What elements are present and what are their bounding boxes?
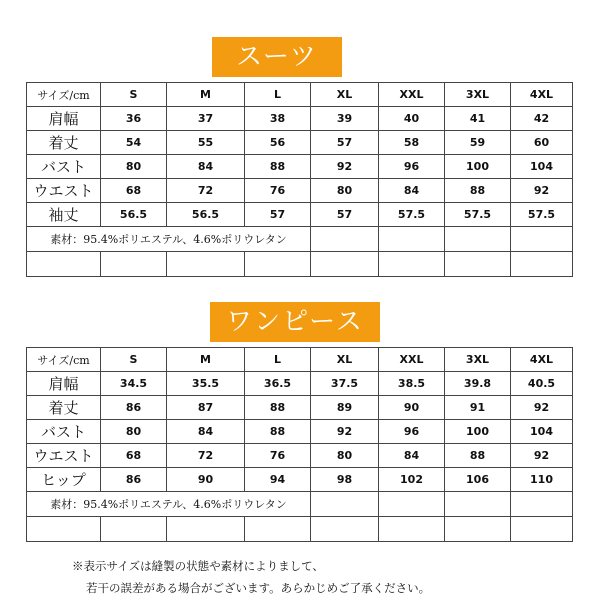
empty-cell [379, 252, 445, 277]
table-cell: 92 [311, 420, 379, 444]
table-row [27, 372, 573, 396]
table-cell: 34.5 [101, 372, 167, 396]
table-cell: 72 [167, 444, 245, 468]
size-column-header: S [101, 348, 167, 372]
table-cell: 104 [511, 420, 573, 444]
table-cell: 96 [379, 155, 445, 179]
table-cell: 90 [167, 468, 245, 492]
table-cell: 86 [101, 396, 167, 420]
table-cell: 98 [311, 468, 379, 492]
material-row [27, 227, 573, 252]
empty-cell [445, 517, 511, 542]
suit-size-table [26, 82, 573, 277]
empty-cell [445, 492, 511, 517]
table-cell: 88 [445, 444, 511, 468]
table-cell: 39 [311, 107, 379, 131]
table-cell: 38.5 [379, 372, 445, 396]
row-label: バスト [27, 420, 101, 444]
table-cell: 36.5 [245, 372, 311, 396]
empty-row [27, 517, 573, 542]
empty-cell [311, 252, 379, 277]
row-label: 肩幅 [27, 372, 101, 396]
table-cell: 68 [101, 444, 167, 468]
size-header-label: サイズ/cm [27, 348, 101, 372]
table-cell: 92 [311, 155, 379, 179]
empty-cell [511, 227, 573, 252]
material-row [27, 492, 573, 517]
table-cell: 92 [511, 444, 573, 468]
table-cell: 57.5 [511, 203, 573, 227]
table-cell: 80 [101, 155, 167, 179]
empty-cell [311, 492, 379, 517]
table-row [27, 179, 573, 203]
table-cell: 84 [379, 179, 445, 203]
size-column-header: 3XL [445, 83, 511, 107]
table-cell: 58 [379, 131, 445, 155]
material-text: 素材：95.4%ポリエステル、4.6%ポリウレタン [27, 492, 311, 517]
size-column-header: XL [311, 83, 379, 107]
table-cell: 40.5 [511, 372, 573, 396]
table-cell: 57 [311, 131, 379, 155]
table-cell: 54 [101, 131, 167, 155]
empty-cell [511, 492, 573, 517]
table-cell: 84 [167, 420, 245, 444]
table-cell: 56 [245, 131, 311, 155]
table-cell: 96 [379, 420, 445, 444]
table-cell: 72 [167, 179, 245, 203]
table-cell: 100 [445, 155, 511, 179]
table-cell: 91 [445, 396, 511, 420]
table-cell: 57.5 [445, 203, 511, 227]
table-cell: 39.8 [445, 372, 511, 396]
table-cell: 76 [245, 444, 311, 468]
table-row [27, 444, 573, 468]
table-cell: 38 [245, 107, 311, 131]
size-column-header: M [167, 348, 245, 372]
table-cell: 57 [311, 203, 379, 227]
table-cell: 80 [311, 444, 379, 468]
size-header-label: サイズ/cm [27, 83, 101, 107]
table-cell: 37.5 [311, 372, 379, 396]
empty-cell [27, 252, 101, 277]
size-column-header: XXL [379, 348, 445, 372]
size-column-header: 4XL [511, 83, 573, 107]
table-cell: 56.5 [101, 203, 167, 227]
table-cell: 86 [101, 468, 167, 492]
empty-cell [167, 252, 245, 277]
table-cell: 55 [167, 131, 245, 155]
size-column-header: M [167, 83, 245, 107]
size-column-header: L [245, 83, 311, 107]
table-cell: 106 [445, 468, 511, 492]
table-cell: 104 [511, 155, 573, 179]
size-column-header: S [101, 83, 167, 107]
row-label: 袖丈 [27, 203, 101, 227]
empty-cell [379, 492, 445, 517]
size-column-header: XXL [379, 83, 445, 107]
table-cell: 60 [511, 131, 573, 155]
table-cell: 100 [445, 420, 511, 444]
table-cell: 41 [445, 107, 511, 131]
dress-size-table [26, 347, 573, 542]
empty-cell [311, 227, 379, 252]
empty-cell [511, 517, 573, 542]
table-row [27, 107, 573, 131]
table-cell: 80 [311, 179, 379, 203]
table-cell: 36 [101, 107, 167, 131]
table-cell: 57 [245, 203, 311, 227]
table-row [27, 131, 573, 155]
table-cell: 88 [245, 155, 311, 179]
table-cell: 84 [379, 444, 445, 468]
empty-cell [101, 252, 167, 277]
row-label: ヒップ [27, 468, 101, 492]
table-cell: 40 [379, 107, 445, 131]
table-row [27, 396, 573, 420]
table-header-row [27, 348, 573, 372]
table-cell: 68 [101, 179, 167, 203]
table-header-row [27, 83, 573, 107]
table-row [27, 420, 573, 444]
empty-cell [167, 517, 245, 542]
table-cell: 59 [445, 131, 511, 155]
row-label: 着丈 [27, 131, 101, 155]
empty-cell [379, 227, 445, 252]
row-label: バスト [27, 155, 101, 179]
size-note-line-1: ※表示サイズは縫製の状態や素材によりまして、 [72, 559, 324, 573]
row-label: 着丈 [27, 396, 101, 420]
table-row [27, 468, 573, 492]
size-note-line-2: 若干の誤差がある場合がございます。あらかじめご了承ください。 [86, 581, 431, 595]
table-cell: 57.5 [379, 203, 445, 227]
empty-cell [445, 252, 511, 277]
table-cell: 90 [379, 396, 445, 420]
table-cell: 42 [511, 107, 573, 131]
table-cell: 102 [379, 468, 445, 492]
table-cell: 92 [511, 396, 573, 420]
size-column-header: 4XL [511, 348, 573, 372]
empty-row [27, 252, 573, 277]
table-cell: 92 [511, 179, 573, 203]
table-cell: 94 [245, 468, 311, 492]
table-row [27, 155, 573, 179]
empty-cell [245, 252, 311, 277]
empty-cell [311, 517, 379, 542]
table-row [27, 203, 573, 227]
table-cell: 35.5 [167, 372, 245, 396]
empty-cell [511, 252, 573, 277]
table-cell: 84 [167, 155, 245, 179]
table-cell: 87 [167, 396, 245, 420]
size-column-header: 3XL [445, 348, 511, 372]
empty-cell [445, 227, 511, 252]
empty-cell [245, 517, 311, 542]
table-cell: 80 [101, 420, 167, 444]
suit-title-banner: スーツ [212, 37, 342, 77]
table-cell: 88 [245, 396, 311, 420]
table-cell: 110 [511, 468, 573, 492]
empty-cell [379, 517, 445, 542]
table-cell: 76 [245, 179, 311, 203]
empty-cell [101, 517, 167, 542]
material-text: 素材：95.4%ポリエステル、4.6%ポリウレタン [27, 227, 311, 252]
dress-title-banner: ワンピース [210, 302, 380, 342]
size-column-header: XL [311, 348, 379, 372]
table-cell: 89 [311, 396, 379, 420]
table-cell: 37 [167, 107, 245, 131]
row-label: ウエスト [27, 179, 101, 203]
row-label: 肩幅 [27, 107, 101, 131]
table-cell: 56.5 [167, 203, 245, 227]
row-label: ウエスト [27, 444, 101, 468]
table-cell: 88 [445, 179, 511, 203]
size-column-header: L [245, 348, 311, 372]
empty-cell [27, 517, 101, 542]
table-cell: 88 [245, 420, 311, 444]
